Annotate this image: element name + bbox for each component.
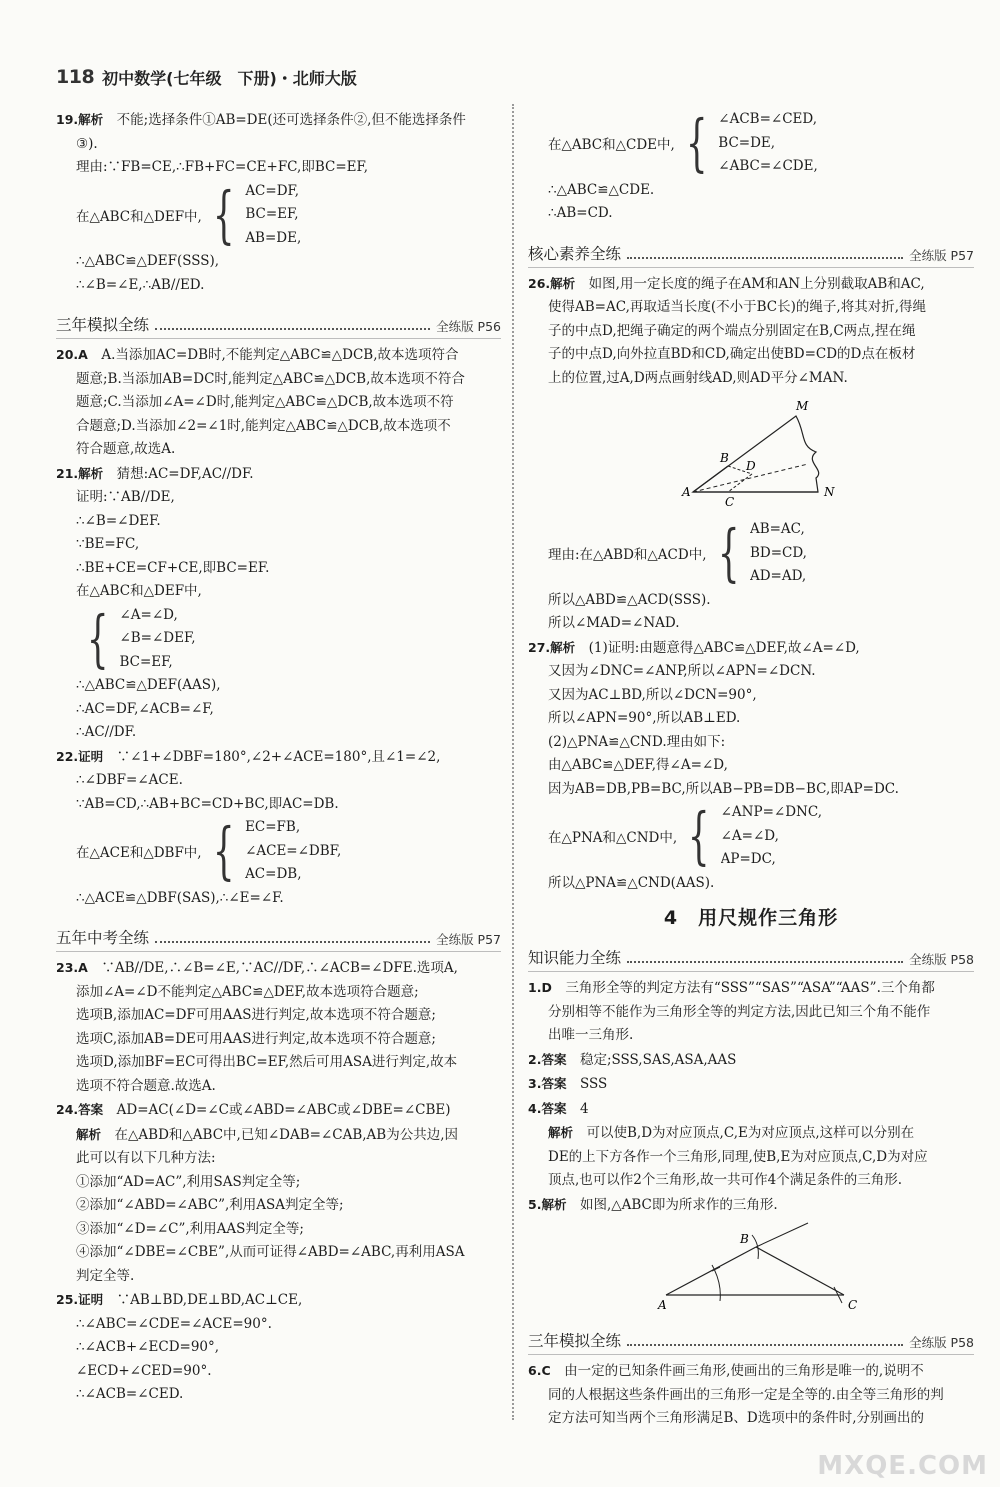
condition: AP=DC, xyxy=(720,851,776,867)
q27-label: 27.解析 xyxy=(528,639,576,655)
q26-line: 如图,用一定长度的绳子在AM和AN上分别截取AB和AC, xyxy=(588,275,925,292)
q24-line: 在△ABD和△ABC中,已知∠DAB=∠CAB,AB为公共边,因 xyxy=(114,1126,458,1143)
q21-line: ∴△ABC≌△DEF(AAS), xyxy=(76,677,221,693)
q20-line: 合题意;D.当添加∠2=∠1时,能判定△ABC≌△DCB,故本选项不 xyxy=(76,417,451,434)
q21-line: 在△ABC和△DEF中, xyxy=(76,583,202,599)
brace: { xyxy=(717,516,740,590)
q20-line: 符合题意,故选A. xyxy=(76,441,176,457)
k4-line: 可以使B,D为对应顶点,C,E为对应顶点,这样可以分别在 xyxy=(586,1125,915,1141)
q26-system xyxy=(528,518,974,589)
q23-line: 选项C,添加AB=DE可用AAS进行判定,故本选项不符合题意; xyxy=(76,1030,436,1047)
k3-label: 3.答案 xyxy=(528,1076,567,1091)
q27-system xyxy=(528,801,974,872)
q23-line: 选项不符合题意.故选A. xyxy=(76,1077,216,1094)
section-title: 三年模拟全练 xyxy=(56,313,155,335)
q22-line: ∵∠1+∠DBF=180°,∠2+∠ACE=180°,且∠1=∠2, xyxy=(116,748,441,765)
q25-line: 在△ABC和△CDE中, xyxy=(548,137,675,154)
q26-line: 子的中点D,向外拉直BD和CD,确定出使BD=CD的D点在板材 xyxy=(548,346,916,362)
k4-line: DE的上下方各作一个三角形,同理,使B,E为对应顶点,C,D为对应 xyxy=(548,1148,928,1165)
q23-line: 选项B,添加AC=DF可用AAS进行判定,故本选项不符合题意; xyxy=(76,1007,436,1023)
q24-block xyxy=(56,1098,501,1288)
k6-line: 定方法可知当两个三角形满足B、D选项中的条件时,分别画出的 xyxy=(548,1410,925,1426)
q24-line: ③添加“∠D=∠C”,利用AAS判定全等; xyxy=(76,1220,304,1237)
condition: ∠ACE=∠DBF, xyxy=(245,842,342,859)
q20-label: 20.A xyxy=(56,347,88,362)
q23-label: 23.A xyxy=(56,960,88,975)
k3-text: SSS xyxy=(579,1076,608,1092)
q26-block xyxy=(528,272,974,636)
brace: { xyxy=(212,814,235,888)
q26-line: 所以△ABD≌△ACD(SSS). xyxy=(548,591,711,608)
q27-line: (2)△PNA≌△CND.理由如下: xyxy=(548,733,726,750)
q25-system xyxy=(528,108,974,179)
chapter-title: 4 用尺规作三角形 xyxy=(663,907,839,929)
q22-line: ∴△ACE≌△DBF(SAS),∴∠E=∠F. xyxy=(76,889,284,906)
q27-line: 所以∠APN=90°,所以AB⊥ED. xyxy=(548,710,741,726)
q21-line: 猜想:AC=DF,AC//DF. xyxy=(116,465,254,482)
q27-line: 因为AB=DB,PB=BC,所以AB−PB=DB−BC,即AP=DC. xyxy=(548,780,899,797)
q20-block xyxy=(56,343,501,462)
section-ref: 全练版 P58 xyxy=(909,952,974,967)
q20-line: 题意;C.当添加∠A=∠D时,能判定△ABC≌△DCB,故本选项不符 xyxy=(76,394,454,410)
q21-line: ∴AC//DF. xyxy=(76,724,137,740)
section-ref: 全练版 P57 xyxy=(909,247,974,263)
k2-text: 稳定;SSS,SAS,ASA,AAS xyxy=(579,1051,737,1068)
label-A: A xyxy=(682,485,691,499)
q25-line: ∴AB=CD. xyxy=(548,205,613,221)
q23-line: 添加∠A=∠D不能判定△ABC≌△DEF,故本选项符合题意; xyxy=(76,983,419,1000)
q26-line: 使得AB=AC,再取适当长度(不小于BC长)的绳子,将其对折,得绳 xyxy=(548,299,926,315)
q26-line: 上的位置,过A,D两点画射线AD,则AD平分∠MAN. xyxy=(548,369,848,386)
condition: AB=DE, xyxy=(245,229,302,246)
left-column xyxy=(56,108,501,1407)
q21-label: 21.解析 xyxy=(56,465,104,481)
condition: ∠A=∠D, xyxy=(119,606,178,623)
q22-line: ∵AB=CD,∴AB+BC=CD+BC,即AC=DB. xyxy=(76,795,339,812)
q24-line: 判定全等. xyxy=(76,1267,135,1284)
section-ref: 全练版 P58 xyxy=(909,1335,974,1350)
q22-block xyxy=(56,745,501,911)
q19-line: ③). xyxy=(76,135,98,152)
brace: { xyxy=(688,799,710,873)
k4-label: 4.答案 xyxy=(528,1100,567,1116)
q25-line: ∴∠ACB=∠CED. xyxy=(76,1386,184,1402)
label-C: C xyxy=(725,495,735,509)
q27-line: 所以△PNA≌△CND(AAS). xyxy=(548,874,715,891)
section-title: 五年中考全练 xyxy=(56,926,155,948)
q20-line: A.当添加AC=DB时,不能判定△ABC≌△DCB,故本选项符合 xyxy=(101,347,459,363)
q25-line: ∴∠ACB+∠ECD=90°, xyxy=(76,1339,220,1355)
q25-line: ∴∠ABC=∠CDE=∠ACE=90°. xyxy=(76,1315,272,1332)
k4-block xyxy=(528,1097,974,1193)
figure-triangle-construction xyxy=(528,1221,974,1313)
k5-block xyxy=(528,1193,974,1314)
q19-system xyxy=(56,177,501,251)
q25-block xyxy=(56,1288,501,1407)
condition: ∠B=∠DEF, xyxy=(119,630,196,646)
section-header xyxy=(56,307,501,335)
q23-line: ∵AB//DE,∴∠B=∠E,∵AC//DF,∴∠ACB=∠DFE.选项A, xyxy=(101,960,458,976)
condition: BC=EF, xyxy=(245,206,299,222)
q21-line: ∵BE=FC, xyxy=(76,536,140,552)
q25-continued xyxy=(528,108,974,226)
watermark: MXQE.COM xyxy=(817,1451,988,1481)
q22-line: 在△ACE和△DBF中, xyxy=(76,845,202,862)
condition: BC=EF, xyxy=(119,653,173,670)
q23-line: 选项D,添加BF=EC可得出BC=EF,然后可用ASA进行判定,故本 xyxy=(76,1054,458,1070)
q26-line: 理由:在△ABD和△ACD中, xyxy=(548,547,707,564)
k1-line: 分别相等不能作为三角形全等的判定方法,因此已知三个角不能作 xyxy=(548,1003,931,1020)
condition: AD=AD, xyxy=(749,568,807,584)
label-B: B xyxy=(720,451,729,465)
condition: BC=DE, xyxy=(718,134,776,151)
k2-label: 2.答案 xyxy=(528,1051,567,1067)
k6-block xyxy=(528,1359,974,1431)
q24-line: ①添加“AD=AC”,利用SAS判定全等; xyxy=(76,1173,301,1190)
q21-line: ∴BE+CE=CF+CE,即BC=EF. xyxy=(76,559,270,576)
q25-label: 25.证明 xyxy=(56,1292,104,1307)
q21-block xyxy=(56,462,501,745)
figure-angle-bisector xyxy=(528,394,974,514)
section-title: 三年模拟全练 xyxy=(528,1329,627,1351)
k3-block xyxy=(528,1072,974,1097)
column-divider xyxy=(512,104,514,1420)
section-header xyxy=(528,940,974,968)
condition: ∠A=∠D, xyxy=(720,827,779,844)
k6-line: 由一定的已知条件画三角形,使画出的三角形是唯一的,说明不 xyxy=(564,1363,924,1379)
k5-text: 如图,△ABC即为所求作的三角形. xyxy=(579,1196,778,1213)
condition: BD=CD, xyxy=(749,544,807,561)
condition: AC=DB, xyxy=(245,866,302,882)
k4-line: 顶点,也可以作2个三角形,故一共可作4个满足条件的三角形. xyxy=(548,1172,903,1188)
book-title: 初中数学(七年级 下册)・北师大版 xyxy=(102,68,357,88)
k4-label: 解析 xyxy=(548,1125,574,1140)
condition: ∠ACB=∠CED, xyxy=(718,111,818,127)
brace: { xyxy=(685,106,708,180)
q27-line: (1)证明:由题意得△ABC≌△DEF,故∠A=∠D, xyxy=(588,639,860,656)
label-D: D xyxy=(746,459,756,473)
k6-label: 6.C xyxy=(528,1363,551,1378)
page-header xyxy=(56,62,357,92)
label-M: M xyxy=(796,399,809,413)
k1-label: 1.D xyxy=(528,980,552,995)
condition: ∠ANP=∠DNC, xyxy=(720,804,822,820)
q24-label: 24.答案 xyxy=(56,1102,104,1117)
label-A: A xyxy=(658,1298,667,1312)
condition: AC=DF, xyxy=(245,182,300,199)
k1-line: 三角形全等的判定方法有“SSS”“SAS”“ASA”“AAS”.三个角都 xyxy=(565,980,935,996)
label-B: B xyxy=(740,1232,749,1246)
page-number: 118 xyxy=(56,66,95,88)
q26-line: 所以∠MAD=∠NAD. xyxy=(548,615,680,631)
q19-line: 理由:∵FB=CE,∴FB+FC=CE+FC,即BC=EF, xyxy=(76,159,369,175)
q23-block xyxy=(56,956,501,1098)
q26-line: 子的中点D,把绳子确定的两个端点分别固定在B,C两点,捏在绳 xyxy=(548,322,916,339)
k5-label: 5.解析 xyxy=(528,1196,567,1212)
q19-block xyxy=(56,108,501,297)
brace: { xyxy=(86,601,109,675)
k6-line: 同的人根据这些条件画出的三角形一定是全等的.由全等三角形的判 xyxy=(548,1386,944,1403)
q21-system xyxy=(56,601,501,675)
right-column xyxy=(528,108,974,1431)
q27-line: 又因为∠DNC=∠ANP,所以∠APN=∠DCN. xyxy=(548,663,816,679)
q19-label: 19.解析 xyxy=(56,112,104,127)
brace: { xyxy=(212,177,235,251)
q27-block xyxy=(528,636,974,896)
condition: EC=FB, xyxy=(245,819,301,835)
k1-block xyxy=(528,976,974,1048)
section-title: 知识能力全练 xyxy=(528,946,627,968)
section-header xyxy=(56,920,501,948)
label-C: C xyxy=(848,1298,858,1312)
q24-label: 解析 xyxy=(76,1126,102,1142)
q22-system xyxy=(56,816,501,887)
q19-line: ∴△ABC≌△DEF(SSS), xyxy=(76,253,220,269)
q22-label: 22.证明 xyxy=(56,748,104,764)
q24-line: ②添加“∠ABD=∠ABC”,利用ASA判定全等; xyxy=(76,1197,344,1213)
section-ref: 全练版 P57 xyxy=(436,932,501,947)
section-title: 核心素养全练 xyxy=(528,242,627,264)
q27-line: 在△PNA和△CND中, xyxy=(548,830,678,847)
condition: AB=AC, xyxy=(749,521,805,537)
q21-line: ∴AC=DF,∠ACB=∠F, xyxy=(76,700,214,717)
q19-line: 不能;选择条件①AB=DE(还可选择条件②,但不能选择条件 xyxy=(116,112,466,128)
q19-line: 在△ABC和△DEF中, xyxy=(76,208,202,225)
q27-line: 又因为AC⊥BD,所以∠DCN=90°, xyxy=(548,686,757,703)
condition: ∠ABC=∠CDE, xyxy=(718,158,818,174)
q20-line: 题意;B.当添加AB=DC时,能判定△ABC≌△DCB,故本选项不符合 xyxy=(76,370,465,387)
q24-answer: AD=AC(∠D=∠C或∠ABD=∠ABC或∠DBE=∠CBE) xyxy=(116,1102,451,1118)
section-ref: 全练版 P56 xyxy=(436,319,501,334)
q22-line: ∴∠DBF=∠ACE. xyxy=(76,772,183,788)
q21-line: 证明:∵AB//DE, xyxy=(76,489,175,505)
section-header xyxy=(528,1323,974,1351)
k1-line: 出唯一三角形. xyxy=(548,1027,634,1043)
section-header xyxy=(528,236,974,264)
q25-line: ∠ECD+∠CED=90°. xyxy=(76,1362,212,1379)
q27-line: 由△ABC≌△DEF,得∠A=∠D, xyxy=(548,757,728,773)
label-N: N xyxy=(824,485,835,499)
q25-line: ∴△ABC≌△CDE. xyxy=(548,181,655,198)
q21-line: ∴∠B=∠DEF. xyxy=(76,512,161,529)
k2-block xyxy=(528,1048,974,1073)
q26-label: 26.解析 xyxy=(528,275,576,291)
k4-text: 4 xyxy=(579,1100,589,1117)
q19-line: ∴∠B=∠E,∴AB//ED. xyxy=(76,276,205,293)
q24-line: 此可以有以下几种方法: xyxy=(76,1150,216,1166)
q25-line: ∵AB⊥BD,DE⊥BD,AC⊥CE, xyxy=(116,1292,303,1308)
q24-line: ④添加“∠DBE=∠CBE”,从而可证得∠ABD=∠ABC,再利用ASA xyxy=(76,1244,465,1260)
